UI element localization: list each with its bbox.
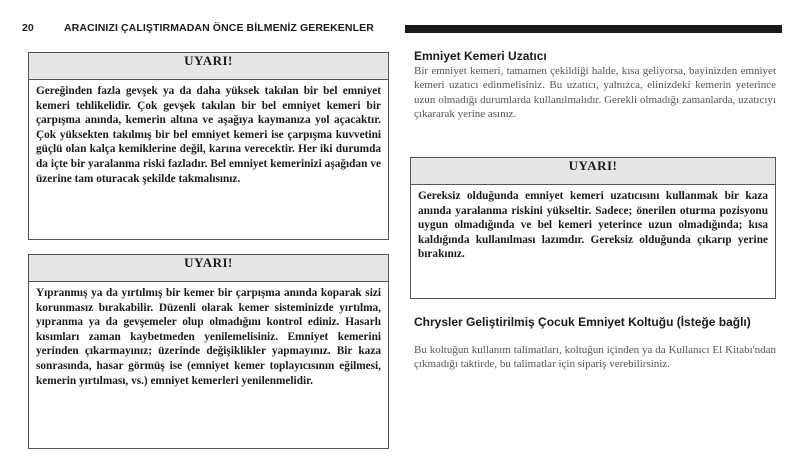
child-seat-paragraph: Bu koltuğun kullanım talimatları, koltuğun içinden ya da Kullanıcı El Kitabı'ndan çıkmadığı taktirde, bu talimatlar için sipariş verebilirsiniz. bbox=[414, 344, 776, 371]
page-header bbox=[22, 22, 782, 36]
child-seat-heading: Chrysler Geliştirilmiş Çocuk Emniyet Koltuğu (İsteğe bağlı) bbox=[414, 315, 751, 329]
section-title: ARACINIZI ÇALIŞTIRMADAN ÖNCE BİLMENİZ GEREKENLER bbox=[64, 22, 374, 34]
warning-box-loose-belt bbox=[28, 52, 389, 240]
warning-title: UYARI! bbox=[29, 53, 388, 80]
warning-text: Gereksiz olduğunda emniyet kemeri uzatıcısını kullanmak bir kaza anında yaralanma riskini yükseltir. Sadece; önerilen oturma pozisyonu uygun olmadığında ve bel kemeri yeterince uzun olmadığında; kısa kaldığında kullanılması lazımdır. Gereksiz olduğunda çıkarıp yerine bırakınız. bbox=[418, 190, 768, 261]
extender-heading: Emniyet Kemeri Uzatıcı bbox=[414, 49, 547, 63]
extender-paragraph: Bir emniyet kemeri, tamamen çekildiği halde, kısa geliyorsa, bayinizden emniyet kemeri uzatıcı edinmelisiniz. Bu uzatıcı, yalnızca, elinizdeki kemerin yeterince uzun olmadığı durumlarda kullanılmalıdır. Gerekli olmadığı zamanlarda, uzatıcıyı çıkararak yerine asınız. bbox=[414, 65, 776, 121]
warning-title: UYARI! bbox=[29, 255, 388, 282]
warning-text: Gereğinden fazla gevşek ya da daha yüksek takılan bir bel emniyet kemeri tehlikelidir. Çok gevşek takılan bir bel emniyet kemeri bir çarpışma anında, kemerin altına ve aşağıya kaymanıza yol açacaktır. Çok yüksekten takılmış bir bel emniyet kemeri ise çarpışma kuvvetini güçlü olan kalça kemiklerine değil, karına verecektir. Her iki durumda da içte bir yaralanma riski fazladır. Bel emniyet kemerinizi aşağıdan ve üzerine tam oturacak şekilde takmalısınız. bbox=[36, 85, 381, 185]
warning-box-worn-belt bbox=[28, 254, 389, 449]
warning-box-extender bbox=[410, 157, 776, 299]
warning-title: UYARI! bbox=[411, 158, 775, 185]
page-number: 20 bbox=[22, 22, 34, 34]
header-rule bbox=[405, 25, 782, 33]
warning-text: Yıpranmış ya da yırtılmış bir kemer bir çarpışma anında koparak sizi korunmasız bırakabilir. Düzenli olarak kemer sisteminizde yırtılma, yıpranma ya da gevşemeler olup olmadığını kontrol ediniz. Hasarlı kısımları zaman kaybetmeden yenilemelisiniz. Emniyet kemerini yerinden çıkarmayınız; üzerinde değişiklikler yapmayınız. Bir kaza sonrasında, hasar görmüş ise (emniyet kemer toplayıcısının eğilmesi, kemerin yırtılması, vs.) emniyet kemerleri yenilenmelidir. bbox=[36, 287, 381, 387]
